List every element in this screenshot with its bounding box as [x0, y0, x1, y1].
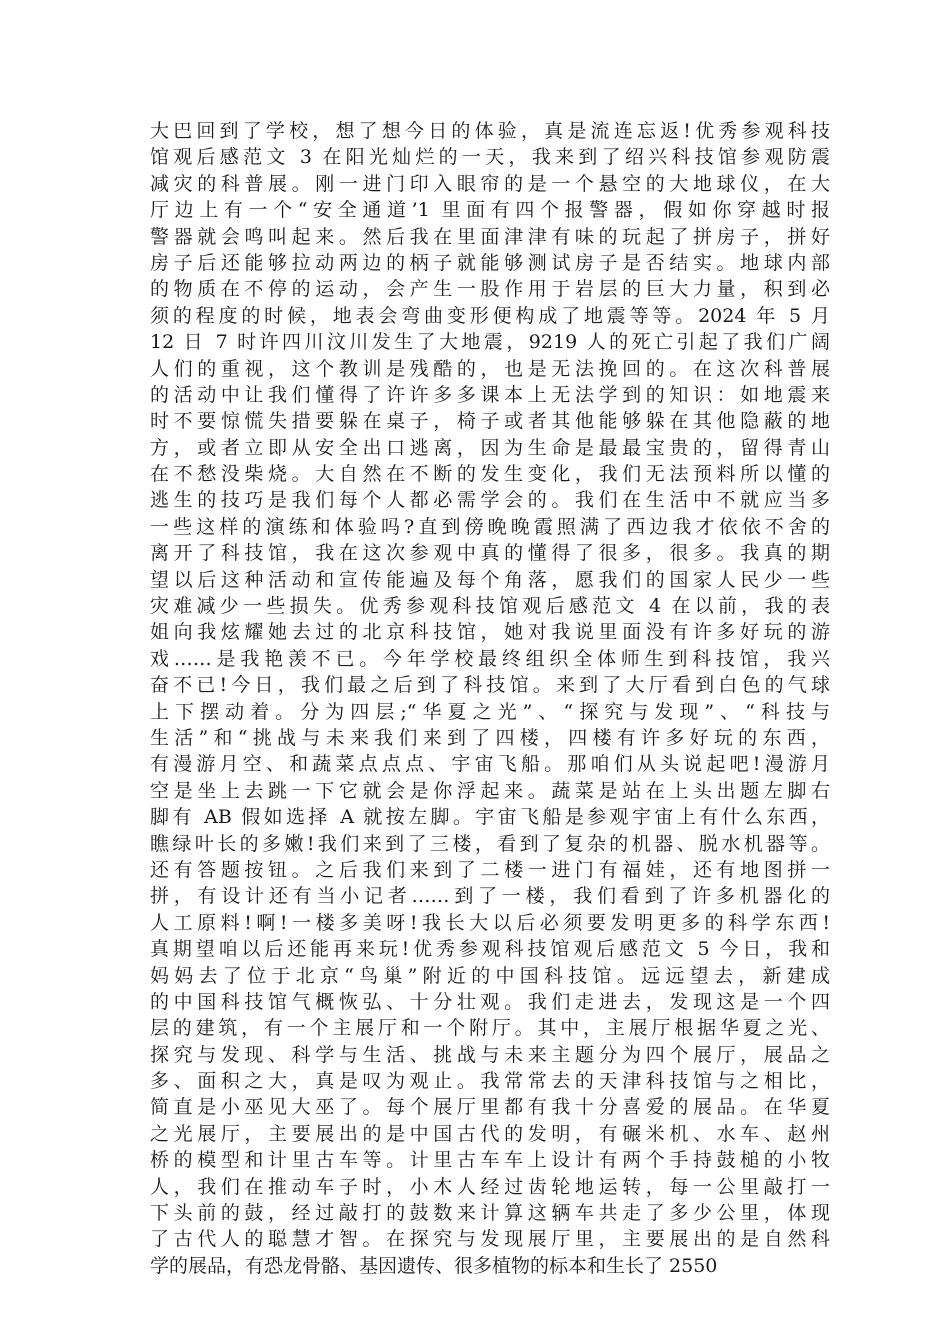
text-line: 戏……是我艳羡不已。今年学校最终组织全体师生到科技馆，我兴 — [150, 647, 830, 670]
text-line: 12 日 7 时许四川汶川发生了大地震，9219 人的死亡引起了我们广阔 — [150, 331, 830, 354]
text-line: 的中国科技馆气概恢弘、十分壮观。我们走进去，发现这是一个四 — [150, 990, 830, 1013]
text-line: 层的建筑，有一个主展厅和一个附厅。其中，主展厅根据华夏之光、 — [150, 1017, 830, 1040]
text-line: 学的展品，有恐龙骨骼、基因遗传、很多植物的标本和生长了 2550 — [150, 1254, 718, 1277]
text-line: 一些这样的演练和体验吗?直到傍晚晚霞照满了西边我才依依不舍的 — [150, 515, 830, 538]
text-line: 之光展厅，主要展出的是中国古代的发明，有碾米机、水车、赵州 — [150, 1122, 830, 1145]
text-line: 了古代人的聪慧才智。在探究与发现展厅里，主要展出的是自然科 — [150, 1228, 830, 1251]
text-line: 生活”和“挑战与未来我们来到了四楼，四楼有许多好玩的东西， — [150, 726, 830, 749]
text-line: 有漫游月空、和蔬菜点点点、宇宙飞船。那咱们从头说起吧!漫游月 — [150, 753, 830, 776]
text-line: 桥的模型和计里古车等。计里古车车上设计有两个手持鼓槌的小牧 — [150, 1149, 830, 1172]
text-line: 在不愁没柴烧。大自然在不断的发生变化，我们无法预料所以懂的 — [150, 463, 830, 486]
text-line: 探究与发现、科学与生活、挑战与未来主题分为四个展厅，展品之 — [150, 1043, 830, 1066]
text-line: 空是坐上去跳一下它就会是你浮起来。蔬菜是站在上头出题左脚右 — [150, 779, 830, 802]
text-line: 望以后这种活动和宣传能遍及每个角落，愿我们的国家人民少一些 — [150, 568, 830, 591]
text-line: 奋不已!今日，我们最之后到了科技馆。来到了大厅看到白色的气球 — [150, 674, 830, 697]
text-line: 大巴回到了学校，想了想今日的体验，真是流连忘返!优秀参观科技 — [150, 120, 830, 142]
text-line: 瞧绿叶长的多嫩!我们来到了三楼，看到了复杂的机器、脱水机器等。 — [150, 832, 830, 855]
text-line: 时不要惊慌失措要躲在桌子，椅子或者其他能够躲在其他隐蔽的地 — [150, 410, 830, 433]
text-line: 馆观后感范文 3 在阳光灿烂的一天，我来到了绍兴科技馆参观防震 — [150, 146, 830, 169]
text-line: 妈妈去了位于北京“鸟巢”附近的中国科技馆。远远望去，新建成 — [150, 964, 830, 987]
text-line: 人工原料!啊!一楼多美呀!我长大以后必须要发明更多的科学东西! — [150, 911, 830, 934]
text-line: 人们的重视，这个教训是残酷的，也是无法挽回的。在这次科普展 — [150, 357, 830, 380]
text-line: 还有答题按钮。之后我们来到了二楼一进门有福娃，还有地图拼一 — [150, 858, 830, 881]
text-line: 逃生的技巧是我们每个人都必需学会的。我们在生活中不就应当多 — [150, 489, 830, 512]
text-line: 房子后还能够拉动两边的柄子就能够测试房子是否结实。地球内部 — [150, 251, 830, 274]
body-text — [150, 118, 830, 1279]
text-line: 简直是小巫见大巫了。每个展厅里都有我十分喜爱的展品。在华夏 — [150, 1096, 830, 1119]
text-line: 脚有 AB 假如选择 A 就按左脚。宇宙飞船是参观宇宙上有什么东西， — [150, 806, 830, 829]
text-line: 厅边上有一个“安全通道’1 里面有四个报警器，假如你穿越时报 — [150, 199, 830, 222]
text-line: 方，或者立即从安全出口逃离，因为生命是最最宝贵的，留得青山 — [150, 436, 830, 459]
text-line: 的活动中让我们懂得了许许多多课本上无法学到的知识：如地震来 — [150, 383, 830, 406]
text-line: 须的程度的时候，地表会弯曲变形便构成了地震等等。2024 年 5 月 — [150, 304, 830, 327]
text-line: 减灾的科普展。刚一进门印入眼帘的是一个悬空的大地球仪，在大 — [150, 172, 830, 195]
text-line: 灾难减少一些损失。优秀参观科技馆观后感范文 4 在以前，我的表 — [150, 595, 830, 618]
text-line: 下头前的鼓，经过敲打的鼓数来计算这辆车共走了多少公里，体现 — [150, 1202, 830, 1225]
text-line: 警器就会鸣叫起来。然后我在里面津津有味的玩起了拼房子，拼好 — [150, 225, 830, 248]
text-line: 真期望咱以后还能再来玩!优秀参观科技馆观后感范文 5 今日，我和 — [150, 938, 830, 961]
text-line: 多、面积之大，真是叹为观止。我常常去的天津科技馆与之相比， — [150, 1070, 830, 1093]
text-line: 人，我们在推动车子时，小木人经过齿轮地运转，每一公里敲打一 — [150, 1175, 830, 1198]
text-line: 的物质在不停的运动，会产生一股作用于岩层的巨大力量，积到必 — [150, 278, 830, 301]
text-line: 姐向我炫耀她去过的北京科技馆，她对我说里面没有许多好玩的游 — [150, 621, 830, 644]
text-line: 拼，有设计还有当小记者……到了一楼，我们看到了许多机器化的 — [150, 885, 830, 908]
text-line: 离开了科技馆，我在这次参观中真的懂得了很多，很多。我真的期 — [150, 542, 830, 565]
text-line: 上下摆动着。分为四层;“华夏之光”、“探究与发现”、“科技与 — [150, 700, 830, 723]
